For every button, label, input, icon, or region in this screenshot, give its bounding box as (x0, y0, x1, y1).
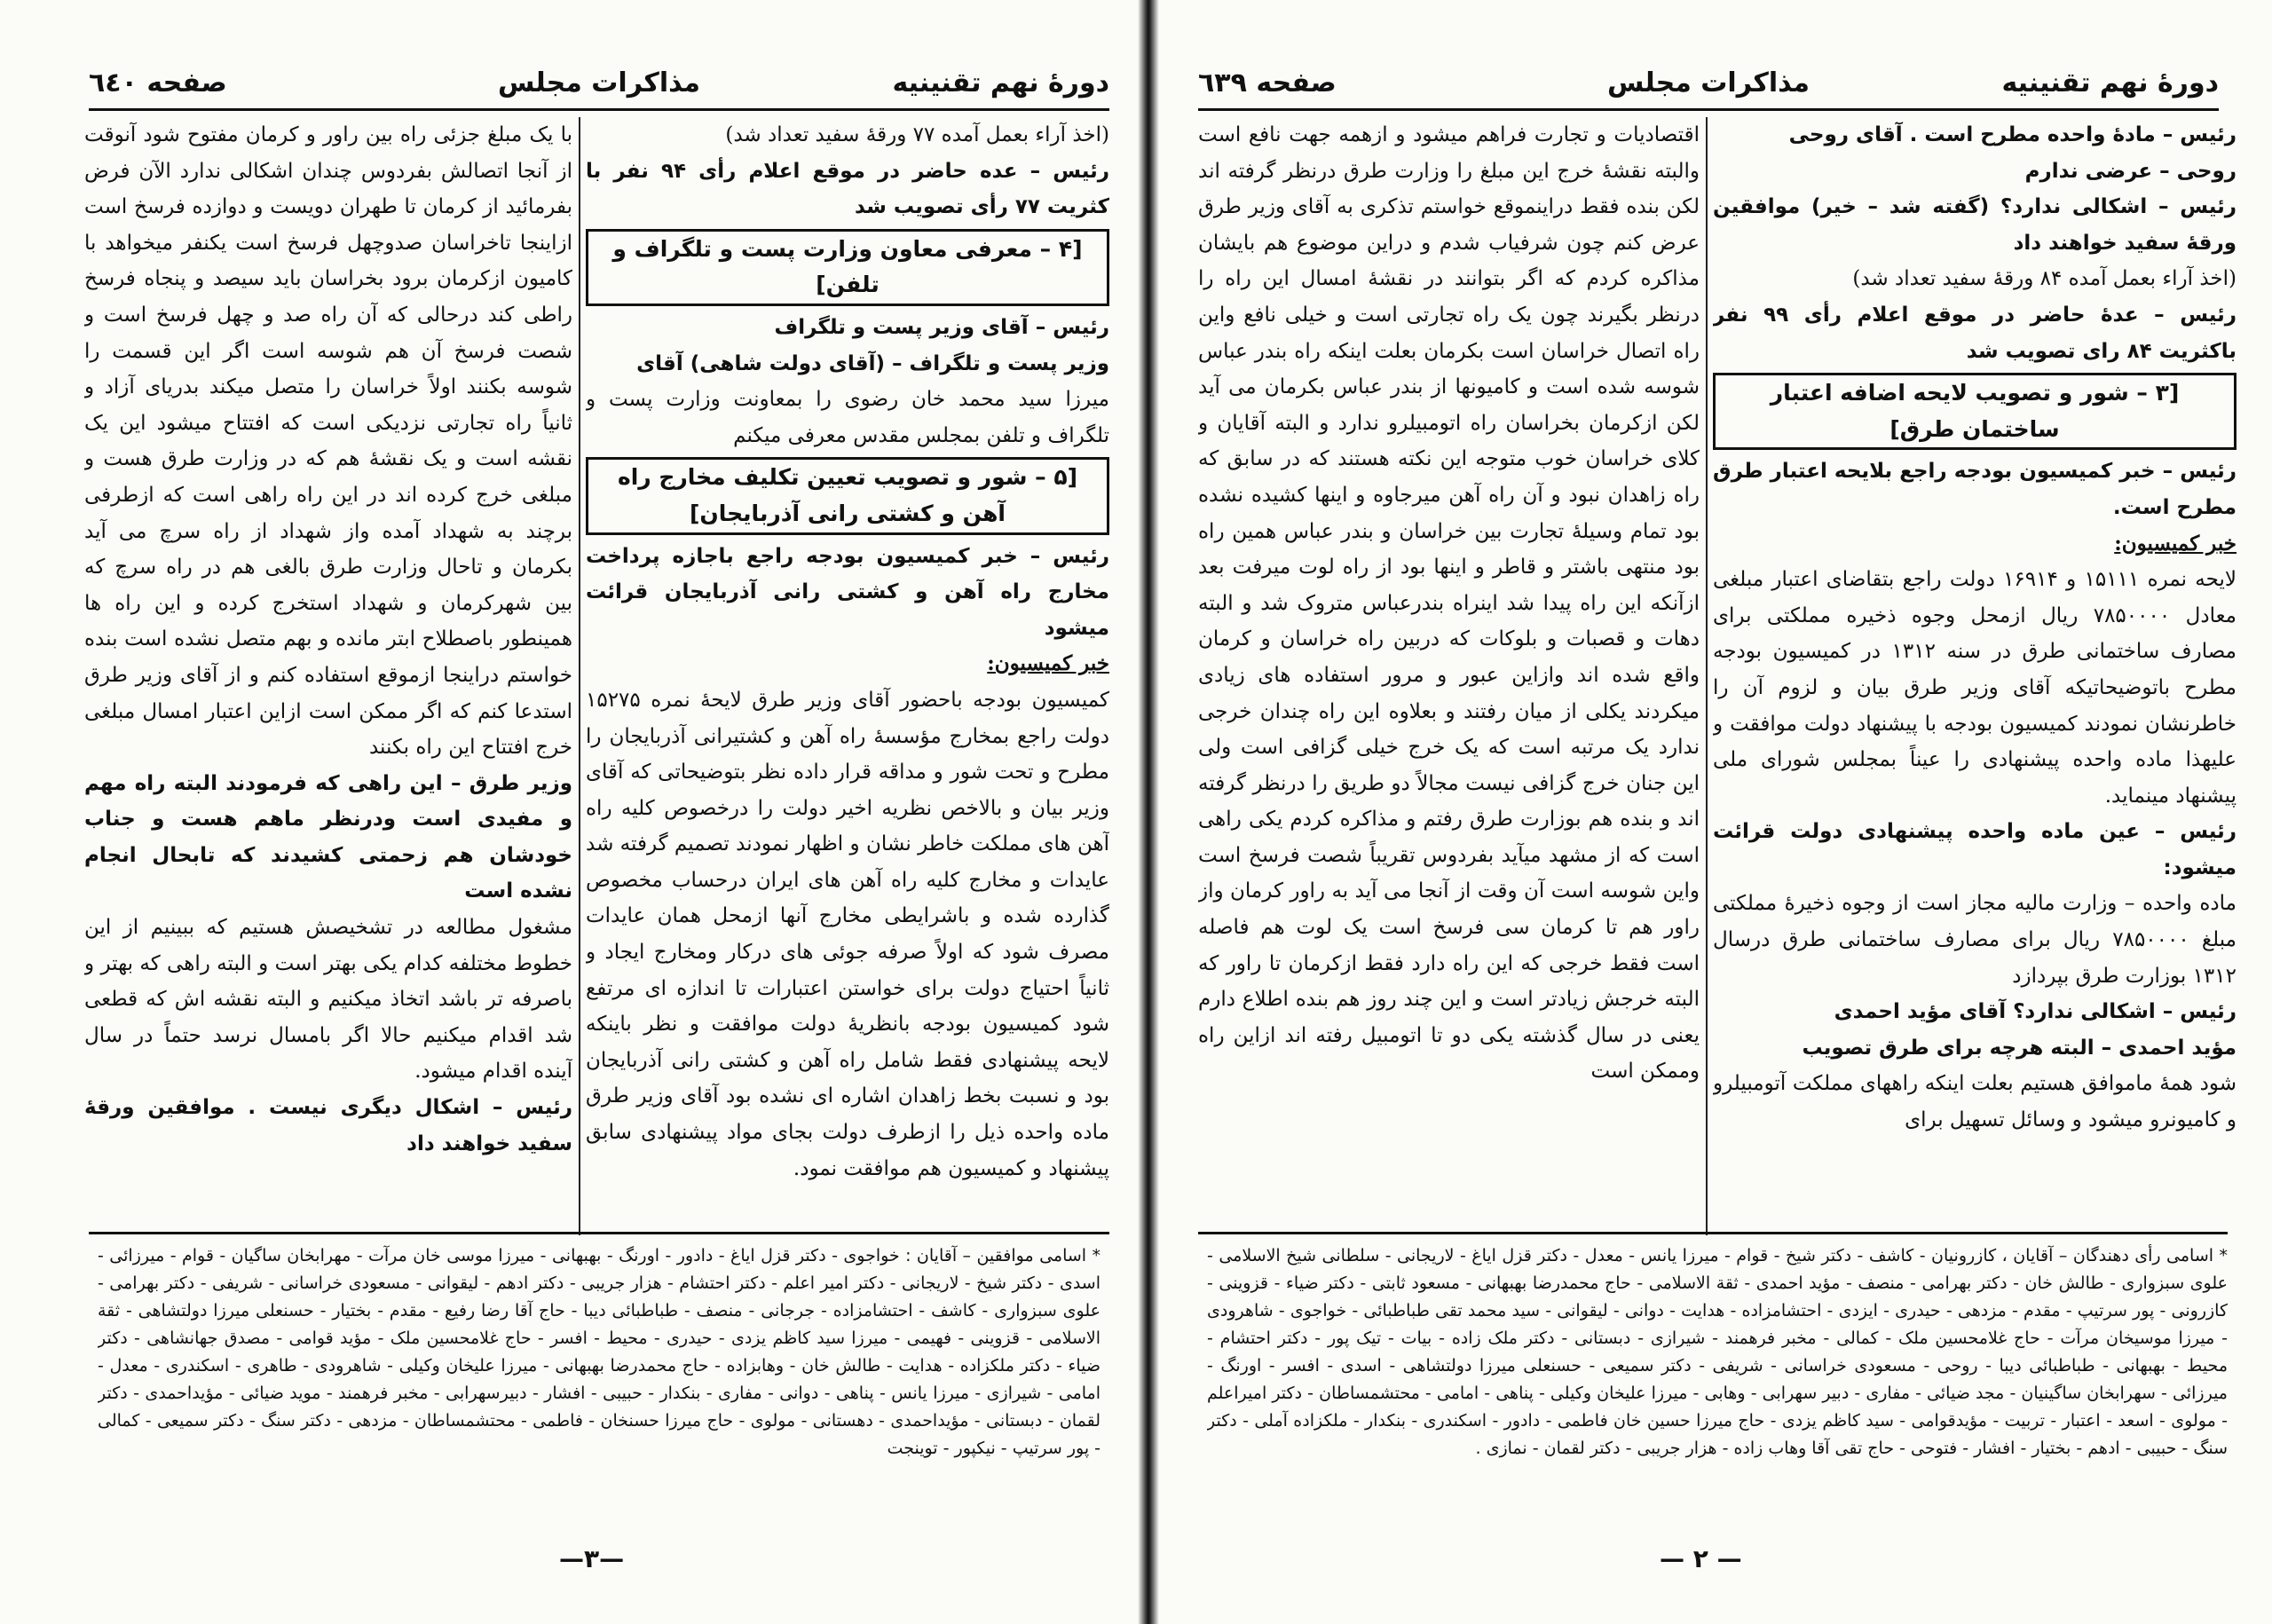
speaker-line: رئیس – آقای وزیر پست و تلگراف (774, 315, 1109, 339)
body-paragraph: ماده واحده – وزارت مالیه مجاز است از وجوه ذخیرهٔ مملکتی مبلغ ۷۸۵۰۰۰۰ ریال برای مصارف ساختمانی طرق درسال ۱۳۱۲ بوزارت طرق بپردازد (1713, 892, 2236, 988)
left-header-session: دورهٔ نهم تقنینیه (892, 67, 1109, 99)
speaker-line: رئیس – خبر کمیسیون بودجه راجع باجازه پرداخت مخارج راه آهن و کشتی رانی آذربایجان قرائت میشود (586, 544, 1109, 640)
right-page-number: — ۲ — (1660, 1544, 1742, 1573)
speaker-line: رئیس – اشکالی ندارد؟ (گفته شد – خیر) موافقین ورقهٔ سفید خواهند داد (1713, 195, 2236, 255)
speaker-line: مؤید احمدی – البته هرچه برای طرق تصویب (1802, 1036, 2236, 1060)
book-gutter (1138, 0, 1159, 1624)
body-paragraph: شود همهٔ ماموافق هستیم بعلت اینکه راههای مملکت آتومبیلرو و کامیونرو میشود و وسائل تسهیل برای (1713, 1072, 2236, 1132)
body-paragraph: با یک مبلغ جزئی راه بین راور و کرمان مفتوح شود آنوقت از آنجا اتصالش بفردوس چندان اشکالی ندارد الآن فرض بفرمائید از کرمان تا طهران دویست و دوازده فرسخ است ازاینجا تاخراسان صدوچهل فرسخ است یکنفر میخواهد با کامیون ازکرمان برود بخراسان باید سیصد و پنجاه فرسخ راطی کند درحالی که آن راه صد و چهل فرسخ است و شصت فرسخ آن هم شوسه است اگر این قسمت را شوسه بکنند اولاً خراسان را متصل میکند بدریای آزاد و ثانیاً راه تجارتی نزدیکی است که افتتاح میشود این یک نقشه است و یک نقشهٔ هم که در وزارت طرق هست و مبلغی خرج کرده اند در این راه راهی است که ازطرفی برچند به شهداد آمده واز شهداد از راه سرچ می آید بکرمان و تاحال وزارت طرق بالغی هم در راه سرچ که بین شهرکرمان و شهداد استخرج کرده و این راه ها همینطور باصطلاح ابتر مانده و بهم متصل نشده است بنده خواستم دراینجا ازموقع استفاده کنم و از آقای وزیر طرق استدعا کنم که اگر ممکن است ازاین اعتبار امسال مبلغی خرج افتتاح این راه بکنند (84, 123, 572, 760)
right-page-header (1198, 62, 2219, 111)
speaker-line: رئیس – عده حاضر در موقع اعلام رأی ۹۴ نفر با کثریت ۷۷ رأی تصویب شد (586, 159, 1109, 219)
body-paragraph: (اخذ آراء بعمل آمده ۸۴ ورقهٔ سفید تعداد شد) (1852, 267, 2236, 291)
speaker-line: رئیس – خبر کمیسیون بودجه راجع بلایحه اعتبار طرق مطرح است. (1713, 460, 2236, 519)
body-paragraph: خبر کمیسیون: (2114, 531, 2236, 556)
body-paragraph: میرزا سید محمد خان رضوی را بمعاونت وزارت پست و تلگراف و تلفن بمجلس مقدس معرفی میکنم (586, 388, 1109, 447)
right-footnote-rule (1198, 1232, 2228, 1234)
body-paragraph: مشغول مطالعه در تشخیصش هستیم که ببینیم از این خطوط مختلفه کدام یکی بهتر است و البته راهی که بهتر و باصرفه تر باشد اتخاذ میکنیم و البته نقشه اش که قطعی شد اقدام میکنیم حالا اگر بامسال نرسد حتماً در سال آینده اقدام میشود. (84, 916, 572, 1084)
section-heading: [۳ – شور و تصویب لایحه اضافه اعتبار ساختمان طرق] (1713, 373, 2236, 450)
right-header-page: صفحه ٦٣٩ (1198, 67, 1337, 99)
left-page-header (89, 62, 1109, 111)
right-column-divider (1706, 117, 1708, 1235)
left-vote-names-text: * اسامی موافقین – آقایان : خواجوی - دکتر قزل ایاغ - دادور - اورنگ - بهبهانی - میرزا موسی خان مرآت - مهرابخان ساگیان - قوام - میرزائی - اسدی - دکتر شیخ - لاریجانی - دکتر امیر اعلم - دکتر احتشام - هزار جریبی - دکتر ادهم - لیقوانی - مسعودی خراسانی - شریفی - دکتر بهرامی - علوی سبزواری - کاشف - احتشامزاده - جرجانی - منصف - طباطبائی دیبا - حاج آقا رضا رفیع - مقدم - بختیار - حسنعلی میرزا دولتشاهی - ثقة الاسلامی - قزوینی - فهیمی - میرزا سید کاظم یزدی - حیدری - محیط - افسر - حاج غلامحسین ملک - مؤید قوامی - مصدق جهانشاهی - دکتر ضیاء - دکتر ملکزاده - هدایت - طالش خان - وهابزاده - حاج محمدرضا بهبهانی - میرزا علیخان وکیلی - شاهرودی - طاهری - اسکندری - معدل - امامی - شیرازی - میرزا یانس - پناهی - دوانی - مفاری - بنکدار - حبیبی - افشار - دبیرسهرابی - مخبر فرهمند - موید ضیائی - مؤیداحمدی - دکتر لقمان - دبستانی - مؤیداحمدی - دهستانی - مولوی - حاج میرزا حسنخان - فاطمی - محتشمساطان - مزدهی - دکتر سنگ - دکتر سمیعی - کمالی - پور سرتیپ - نیکپور - توینجت (98, 1246, 1100, 1458)
speaker-line: رئیس – اشکالی ندارد؟ آقای مؤید احمدی (1834, 1000, 2236, 1024)
left-column-divider (579, 117, 580, 1235)
left-footnote-rule (89, 1232, 1109, 1234)
body-paragraph: اقتصادیات و تجارت فراهم میشود و ازهمه جهت نافع است والبته نقشهٔ خرج این مبلغ را وزارت طرق درنظر گرفته اند لکن بنده فقط دراینموقع خواستم تذکری به آقای وزیر طرق عرض کنم چون شرفیاب شدم و دراین موضوع هم بایشان مذاکره کردم که اگر بتوانند در نقشهٔ امسال این راه را درنظر بگیرند چون یک راه تجارتی است و خیلی نافع واین راه اتصال خراسان است بکرمان بعلت اینکه راه بندر عباس شوسه شده است و کامیونها از بندر عباس بکرمان می آید لکن ازکرمان بخراسان راه اتومبیلرو ندارد و البته آقایان و کلای خراسان خوب متوجه این نکته هستند که در سابق که راه زاهدان نبود و آن راه آهن میرجاوه و اینها کشیده نشده بود تمام وسیلهٔ تجارت بین خراسان و بندر عباس همین راه بود منتهی باشتر و قاطر و اینها بود از راه لوت میرفت بعد ازآنکه این راه پیدا شد اینراه بندرعباس متروک شد و البته دهات و قصبات و بلوکات که دربین راه خراسان و کرمان واقع شده اند وازاین عبور و مرور استفاده های زیادی میکردند یکلی از میان رفتند و بعلاوه این راه چندان خرجی ندارد یک مرتبه است که یک خرج خیلی گزافی است ولی این جنان خرج گزافی نیست مجالاً دو طریق را درنظر گرفته اند و بنده هم بوزارت طرق رفتم و مذاکره کردم یکی راهی است که از مشهد میآید بفردوس تقریباً شصت فرسخ است واین شوسه است آن وقت از آنجا می آید به راور کرمان واز راور هم تا کرمان سی فرسخ است یک لوت هم فاصله است فقط خرجی که این راه دارد فقط ازکرمان تا راور که البته خرجش زیادتر است و این چند روز هم بنده اطلاع دارم یعنی در سال گذشته یکی دو تا اتومبیل رفته اند ازاین راه وممکن است (1198, 123, 1700, 1084)
speaker-line: رئیس – اشکال دیگری نیست . موافقین ورقهٔ سفید خواهند داد (84, 1096, 572, 1155)
body-paragraph: کمیسیون بودجه باحضور آقای وزیر طرق لایحهٔ نمره ۱۵۲۷۵ دولت راجع بمخارج مؤسسهٔ راه آهن و کشتیرانی آذربایجان را مطرح و تحت شور و مداقه قرار داده نظر بتوضیحاتی که آقای وزیر بیان و بالاخص نظریه اخیر دولت را درخصوص کلیه راه آهن های مملکت خاطر نشان و اظهار نمودند تصمیم گرفته شد عایدات و مخارج کلیه راه آهن های ایران درحساب مخصوص گذارده شده و باشرایطی مخارج آنها ازمحل همان عایدات مصرف شود که اولاً صرفه جوئی های درکار ومخارج ایجاد و ثانیاً احتیاج دولت برای خواستن اعتبارات تا اندازه ای مرتفع شود کمیسیون بودجه بانظریهٔ دولت موافقت و نظر باینکه لایحه پیشنهادی فقط شامل راه آهن و کشتی رانی آذربایجان بود و نسبت بخط زاهدان اشاره ای نشده بود آقای وزیر طرق ماده واحده ذیل را ازطرف دولت بجای مواد پیشنهادی سابق پیشنهاد و کمیسیون هم موافقت نمود. (586, 688, 1109, 1180)
right-page-left-column (1198, 117, 1700, 1226)
body-paragraph: لایحه نمره ۱۵۱۱۱ و ۱۶۹۱۴ دولت راجع بتقاضای اعتبار مبلغی معادل ۷۸۵۰۰۰۰ ریال ازمحل وجوه ذخیره مملکتی برای مصارف ساختمانی طرق در سنه ۱۳۱۲ در کمیسیون بودجه مطرح باتوضیحاتیکه آقای وزیر طرق بیان و لزوم آن را خاطرنشان نمودند کمیسیون بودجه با پیشنهاد دولت موافقت و علیهذا ماده واحده پیشنهادی را عیناً بمجلس شورای ملی پیشنهاد مینماید. (1713, 568, 2236, 808)
speaker-line: رئیس – عین ماده واحده پیشنهادی دولت قرائت میشود: (1713, 820, 2236, 879)
right-header-title: مذاکرات مجلس (1606, 67, 1810, 99)
right-vote-names-text: * اسامی رأی دهندگان – آقایان ، کازرونیان - کاشف - دکتر شیخ - قوام - میرزا یانس - معدل - دکتر قزل ایاغ - لاریجانی - سلطانی شیخ الاسلامی - علوی سبزواری - طالش خان - دکتر بهرامی - منصف - مؤید احمدی - ثقة الاسلامی - حاج محمدرضا بهبهانی - مسعود ثابتی - دکتر ضیاء - قزوینی - کازرونی - پور سرتیپ - مقدم - مزدهی - حیدری - ایزدی - احتشامزاده - هدایت - دوانی - لیقوانی - سید محمد تقی طباطبائی - خواجوی - شاهرودی - میرزا موسیخان مرآت - حاج غلامحسین ملک - کمالی - مخبر فرهمند - شیرازی - دبستانی - دکتر ملک زاده - بیات - تیک پور - دکتر احتشام - محیط - بهبهانی - طباطبائی دیبا - روحی - مسعودی خراسانی - شریفی - دکتر سمیعی - حسنعلی میرزا دولتشاهی - اسدی - افسر - اورنگ - میرزائی - سهرابخان ساگینیان - مجد ضیائی - مفاری - دبیر سهرابی - وهابی - میرزا علیخان وکیلی - پناهی - امامی - محتشمساطان - دکتر امیراعلم - مولوی - اسعد - اعتبار - تربیت - مؤیدقوامی - سید کاظم یزدی - حاج میرزا حسین خان فاطمی - دادور - اسکندری - بنکدار - ملکزاده آملی - دکتر سنگ - حبیبی - ادهم - بختیار - افشار - فتوحی - حاج تقی آقا وهاب زاده - هزار جریبی - دکتر لقمان - نمازی . (1207, 1246, 2228, 1458)
left-header-title: مذاکرات مجلس (497, 67, 701, 99)
section-heading: [۴ – معرفی معاون وزارت پست و تلگراف و تلفن] (586, 229, 1109, 306)
left-page-right-column (586, 117, 1109, 1226)
left-page-number: —۳— (559, 1544, 625, 1573)
speaker-line: وزیر پست و تلگراف – (آقای دولت شاهی) آقای (636, 351, 1109, 375)
left-page-left-column (84, 117, 572, 1226)
body-paragraph: خبر کمیسیون: (987, 651, 1109, 676)
right-header-session: دورهٔ نهم تقنینیه (2001, 67, 2219, 99)
speaker-line: رئیس – عدهٔ حاضر در موقع اعلام رأی ۹۹ نفر باکثریت ۸۴ رای تصویب شد (1713, 303, 2236, 363)
speaker-line: وزیر طرق – این راهی که فرمودند البته راه مهم و مفیدی است ودرنظر ماهم هست و جناب خودشان هم زحمتی کشیدند که تابحال انجام نشده است (84, 771, 572, 903)
speaker-line: رئیس – مادهٔ واحده مطرح است . آقای روحی (1788, 123, 2236, 146)
right-vote-names (1207, 1242, 2228, 1535)
right-page (1145, 0, 2272, 1624)
section-heading: [۵ – شور و تصویب تعیین تکلیف مخارج راه آهن و کشتی رانی آذربایجان] (586, 457, 1109, 534)
speaker-line: روحی – عرضی ندارم (2024, 159, 2236, 183)
body-paragraph: (اخذ آراء بعمل آمده ۷۷ ورقهٔ سفید تعداد شد) (725, 123, 1109, 146)
left-header-page: صفحه ٦٤٠ (89, 67, 227, 99)
right-page-right-column (1713, 117, 2236, 1226)
left-vote-names (98, 1242, 1100, 1535)
